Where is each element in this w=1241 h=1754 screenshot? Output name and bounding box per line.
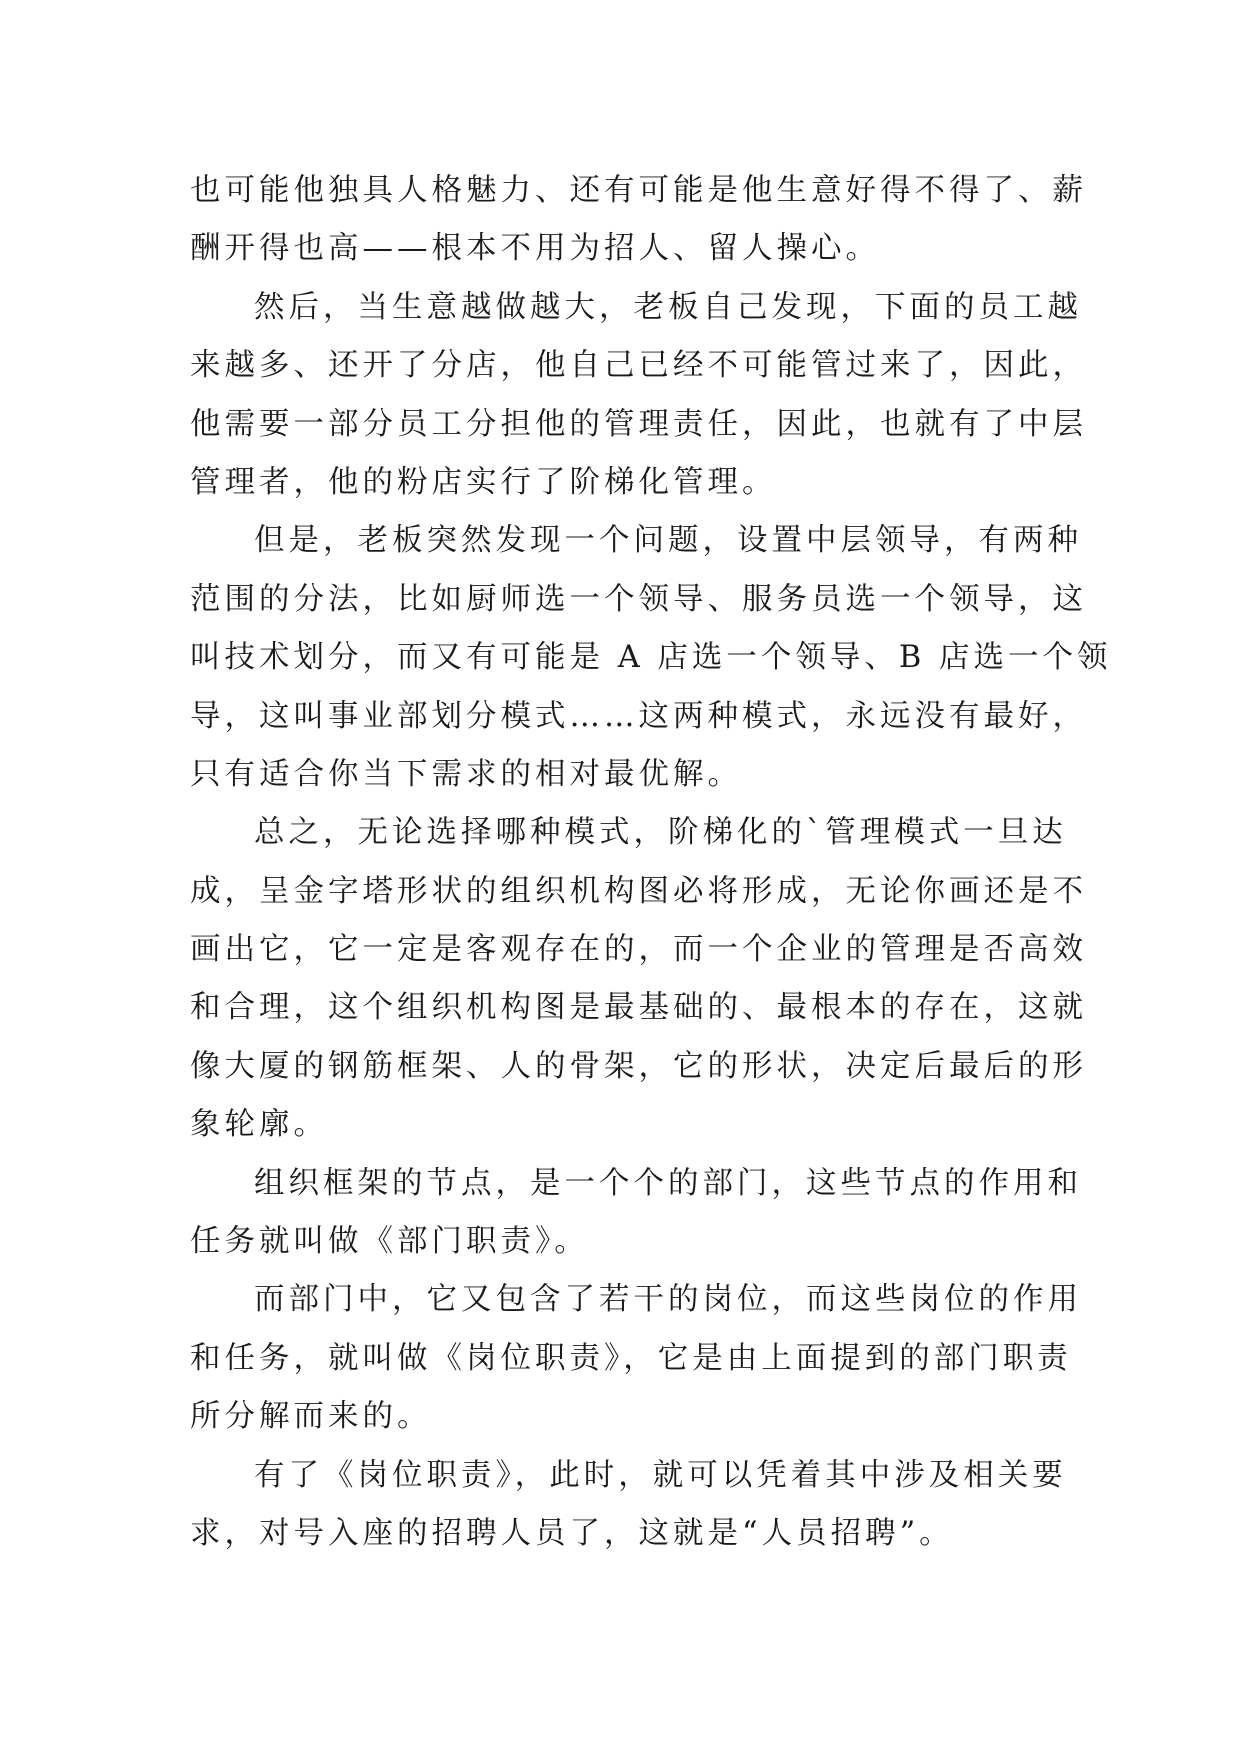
text-line: 也可能他独具人格魅力、还有可能是他生意好得不得了、薪: [190, 173, 1087, 208]
paragraph-start-line: 但是，老板突然发现一个问题，设置中层领导，有两种: [254, 523, 1082, 559]
paragraph-start-line: 组织框架的节点，是一个个的部门，这些节点的作用和: [254, 1165, 1082, 1201]
text-line: 像大厦的钢筋框架、人的骨架，它的形状，决定后最后的形: [190, 1048, 1087, 1084]
paragraph-start-line: 总之，无论选择哪种模式，阶梯化的`管理模式一旦达: [254, 815, 1067, 851]
paragraph-start-line: 有了《岗位职责》，此时，就可以凭着其中涉及相关要: [254, 1457, 1067, 1493]
text-line: 酬开得也高——根本不用为招人、留人操心。: [190, 231, 880, 267]
text-line: 任务就叫做《部门职责》。: [190, 1224, 589, 1260]
text-line: 他需要一部分员工分担他的管理责任，因此，也就有了中层: [190, 406, 1087, 442]
text-line: 画出它，它一定是客观存在的，而一个企业的管理是否高效: [190, 932, 1087, 968]
text-line: 所分解而来的。: [190, 1399, 432, 1435]
text-line: 象轮廓。: [190, 1107, 328, 1143]
text-line: 来越多、还开了分店，他自己已经不可能管过来了，因此，: [190, 348, 1087, 384]
paragraph-start-line: 而部门中，它又包含了若干的岗位，而这些岗位的作用: [254, 1282, 1082, 1318]
text-line: 导，这叫事业部划分模式……这两种模式，永远没有最好，: [190, 698, 1087, 734]
text-line: 叫技术划分，而又有可能是 A 店选一个领导、B 店选一个领: [190, 640, 1112, 676]
paragraph-start-line: 然后，当生意越做越大，老板自己发现，下面的员工越: [254, 289, 1082, 325]
text-line: 和任务，就叫做《岗位职责》，它是由上面提到的部门职责: [190, 1340, 1072, 1376]
text-line: 和合理，这个组织机构图是最基础的、最根本的存在，这就: [190, 990, 1087, 1026]
text-line: 求，对号入座的招聘人员了，这就是“人员招聘”。: [190, 1515, 954, 1551]
text-line: 范围的分法，比如厨师选一个领导、服务员选一个领导，这: [190, 581, 1087, 617]
document-body: [190, 162, 1112, 1563]
text-line: 只有适合你当下需求的相对最优解。: [190, 756, 742, 792]
text-line: 管理者，他的粉店实行了阶梯化管理。: [190, 464, 777, 500]
text-line: 成，呈金字塔形状的组织机构图必将形成，无论你画还是不: [190, 873, 1087, 909]
